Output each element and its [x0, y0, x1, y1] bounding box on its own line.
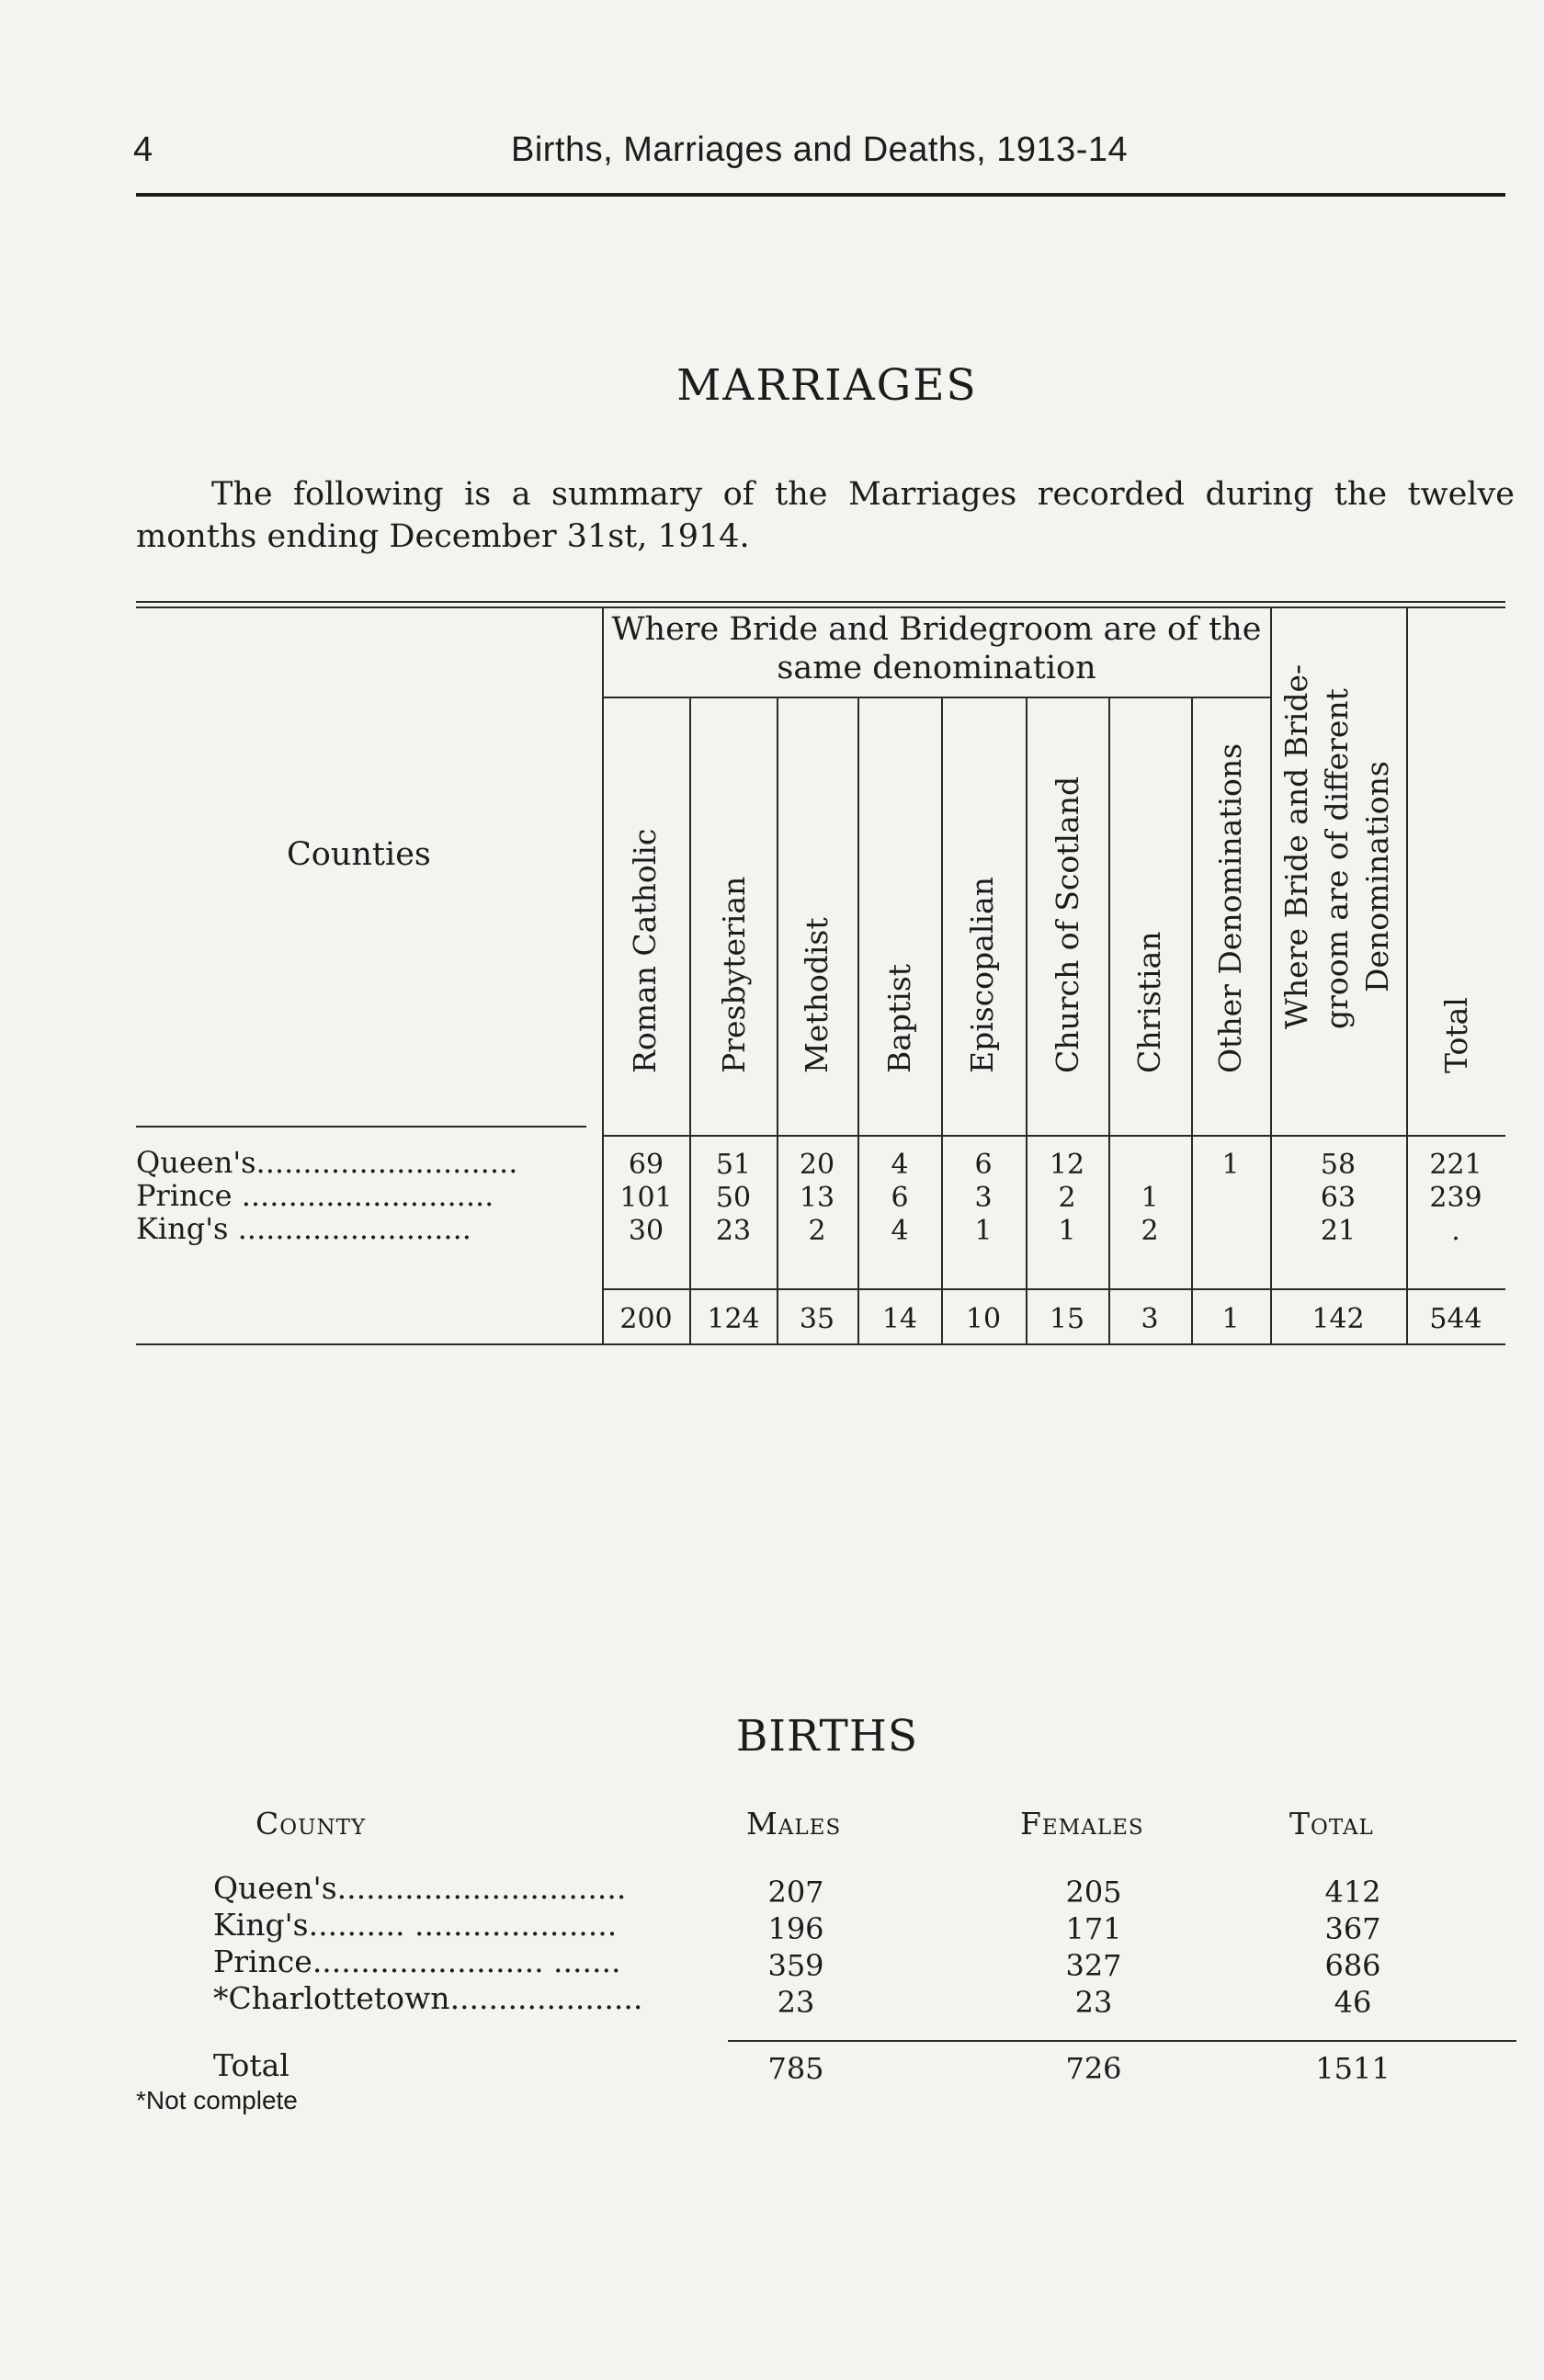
births-females-cell: 171 — [1065, 1911, 1122, 1946]
births-females-cell: 327 — [1065, 1948, 1122, 1983]
col-header-presbyterian: Presbyterian — [716, 876, 752, 1073]
births-county: *Charlottetown — [213, 1980, 450, 2016]
marriage-cell: 2 — [1141, 1215, 1159, 1247]
births-total-rule — [728, 2040, 1516, 2042]
marriage-total-cell: 3 — [1141, 1303, 1159, 1335]
births-header-males: Males — [746, 1806, 842, 1842]
table-top-rule-2 — [136, 606, 1505, 608]
births-total-label: Total — [213, 2047, 290, 2083]
stub-header-rule — [136, 1126, 586, 1128]
marriage-total-cell: 35 — [799, 1303, 835, 1335]
group-header-rule — [603, 697, 1270, 698]
births-females-cell: 205 — [1065, 1875, 1122, 1910]
marriage-cell: 1 — [1058, 1215, 1076, 1247]
row-label-queens: Queen's............................ — [136, 1145, 518, 1180]
marriage-cell: 239 — [1429, 1182, 1482, 1214]
col-header-different-line-3: Denominations — [1359, 761, 1395, 992]
births-footnote: *Not complete — [136, 2086, 298, 2114]
col-header-different-line-2: groom are of different — [1319, 688, 1355, 1029]
marriage-cell: 3 — [974, 1182, 993, 1214]
running-title: Births, Marriages and Deaths, 1913-14 — [511, 130, 1129, 169]
births-county: Queen's — [213, 1870, 337, 1906]
marriage-cell: 6 — [891, 1182, 909, 1214]
births-header-females: Females — [1020, 1806, 1144, 1842]
marriage-cell: 221 — [1429, 1149, 1482, 1181]
births-total-total-cell: 1511 — [1315, 2051, 1391, 2086]
births-total-cell: 686 — [1324, 1948, 1381, 1983]
marriage-cell: 21 — [1320, 1215, 1357, 1247]
col-divider — [602, 608, 604, 1343]
births-males-cell: 207 — [767, 1875, 824, 1910]
marriage-cell: 51 — [715, 1149, 752, 1181]
marriage-cell: 58 — [1320, 1149, 1357, 1181]
intro-line-1: The following is a summary of the Marriages recorded during the twelve — [211, 476, 1515, 513]
total-row-rule — [603, 1288, 1505, 1290]
marriages-intro — [136, 473, 1515, 558]
row-label-kings: King's ......................... — [136, 1211, 471, 1246]
marriage-total-cell: 544 — [1429, 1303, 1482, 1335]
births-header-county: County — [255, 1806, 367, 1842]
page-number: 4 — [133, 130, 153, 169]
intro-line-2: months ending December 31st, 1914. — [136, 518, 750, 555]
births-males-cell: 359 — [767, 1948, 824, 1983]
same-denomination-header: Where Bride and Bridegroom are of the same denomination — [611, 611, 1262, 686]
births-row-label: Queen's.............................. — [213, 1870, 627, 1906]
births-row-label: *Charlottetown.................... — [213, 1980, 643, 2016]
marriage-total-cell: 200 — [619, 1303, 673, 1335]
marriage-cell: 1 — [1221, 1149, 1240, 1181]
column-header-rule — [603, 1135, 1505, 1137]
marriage-cell: 101 — [619, 1182, 673, 1214]
marriage-cell: 50 — [715, 1182, 752, 1214]
col-divider — [1270, 608, 1272, 1343]
births-males-cell: 23 — [777, 1985, 815, 2020]
marriage-cell: 1 — [974, 1215, 993, 1247]
marriage-cell: 12 — [1049, 1149, 1085, 1181]
col-header-methodist: Methodist — [799, 917, 834, 1073]
births-males-cell: 196 — [767, 1911, 824, 1946]
marriage-cell: 4 — [891, 1149, 909, 1181]
marriage-total-cell: 1 — [1221, 1303, 1240, 1335]
marriage-cell: 2 — [1058, 1182, 1076, 1214]
col-header-baptist: Baptist — [881, 963, 917, 1073]
births-total-cell: 412 — [1324, 1875, 1381, 1910]
row-label-text: Prince — [136, 1178, 233, 1213]
marriage-total-cell: 142 — [1311, 1303, 1365, 1335]
births-county: King's — [213, 1907, 309, 1943]
births-total-cell: 367 — [1324, 1911, 1381, 1946]
births-header-total: Total — [1289, 1806, 1374, 1842]
marriage-cell: 20 — [799, 1149, 835, 1181]
marriage-total-cell: 10 — [965, 1303, 1002, 1335]
table-bottom-rule — [136, 1343, 1505, 1345]
col-divider — [1191, 697, 1193, 1343]
col-divider — [1406, 608, 1408, 1343]
col-header-other-denominations: Other Denominations — [1212, 742, 1248, 1073]
births-row-label: Prince........................ ....... — [213, 1944, 621, 1979]
row-label-spacer — [135, 1145, 585, 1147]
col-header-different-line-1: Where Bride and Bride- — [1278, 663, 1314, 1029]
marriage-cell: 23 — [715, 1215, 752, 1247]
row-label-text: Queen's — [136, 1145, 256, 1180]
row-label-text: King's — [136, 1211, 229, 1246]
marriage-cell: 30 — [628, 1215, 664, 1247]
births-total-males-cell: 785 — [767, 2051, 824, 2086]
births-title: BIRTHS — [735, 1711, 919, 1762]
col-header-episcopalian: Episcopalian — [964, 877, 1000, 1073]
births-total-cell: 46 — [1334, 1985, 1372, 2020]
marriage-cell: . — [1451, 1215, 1460, 1247]
header-rule — [136, 193, 1505, 197]
col-header-roman-catholic: Roman Catholic — [627, 828, 663, 1073]
births-row-label: King's.......... ..................... — [213, 1907, 618, 1943]
births-county: Prince — [213, 1944, 312, 1979]
marriages-title: MARRIAGES — [676, 360, 978, 411]
col-header-christian: Christian — [1131, 931, 1167, 1073]
marriage-cell: 69 — [628, 1149, 664, 1181]
marriage-cell: 4 — [891, 1215, 909, 1247]
col-header-church-of-scotland: Church of Scotland — [1050, 776, 1085, 1073]
marriage-cell: 63 — [1320, 1182, 1357, 1214]
marriage-cell: 6 — [974, 1149, 993, 1181]
col-header-total: Total — [1438, 997, 1474, 1073]
marriage-total-cell: 14 — [881, 1303, 918, 1335]
counties-header: Counties — [287, 836, 431, 873]
marriage-cell: 2 — [808, 1215, 826, 1247]
marriage-cell: 1 — [1141, 1182, 1159, 1214]
marriage-total-cell: 15 — [1049, 1303, 1085, 1335]
births-females-cell: 23 — [1074, 1985, 1113, 2020]
marriage-cell: 13 — [799, 1182, 835, 1214]
births-total-females-cell: 726 — [1065, 2051, 1122, 2086]
table-top-rule — [136, 601, 1505, 603]
row-label-prince: Prince ........................... — [136, 1178, 494, 1213]
col-divider — [689, 697, 691, 1343]
marriage-total-cell: 124 — [707, 1303, 760, 1335]
